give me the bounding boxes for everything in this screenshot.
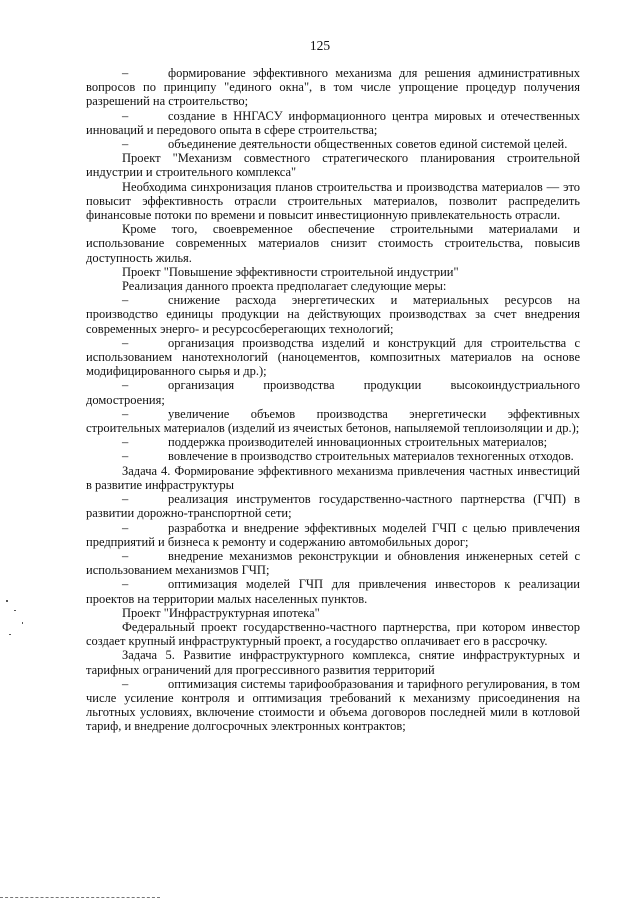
list-item-text: увеличение объемов производства энергетически эффективных строительных материалов (изделий из ячеистых бетонов, напыляемой теплоизоляции и др.); bbox=[86, 406, 580, 436]
dash-bullet: – bbox=[122, 449, 129, 464]
scan-speck bbox=[14, 610, 16, 611]
list-item-text: разработка и внедрение эффективных моделей ГЧП с целью привлечения предприятий и бизнеса к ремонту и содержанию автомобильных дорог; bbox=[86, 520, 580, 549]
paragraph: Проект "Механизм совместного стратегического планирования строительной индустрии и строительного комплекса" bbox=[86, 151, 580, 180]
list-item-text: снижение расхода энергетических и материальных ресурсов на производство единицы продукции на действующих производствах за счет внедрения современных энерго- и ресурсосберегающих технологий; bbox=[86, 293, 580, 336]
scan-speck bbox=[9, 634, 11, 635]
list-item-text: объединение деятельности общественных советов единой системой целей. bbox=[168, 137, 568, 152]
dash-bullet: – bbox=[122, 108, 129, 123]
list-item-text: создание в ННГАСУ информационного центра мировых и отечественных инноваций и передового опыта в сфере строительства; bbox=[86, 108, 580, 137]
paragraph: Федеральный проект государственно-частного партнерства, при котором инвестор создает крупный инфраструктурный проект, а государство оплачивает его в рассрочку. bbox=[86, 619, 580, 649]
list-item bbox=[86, 336, 580, 379]
page-number: 125 bbox=[309, 38, 331, 53]
dash-bullet: – bbox=[122, 520, 129, 535]
paragraph: Необходима синхронизация планов строительства и производства материалов — это повысит эффективность отрасли строительных материалов, позволит распределить финансовые потоки по времени и повысит инвестиционную привлекательность отрасли. bbox=[86, 179, 580, 223]
dash-bullet: – bbox=[122, 66, 129, 80]
paragraph: Задача 4. Формирование эффективного механизма привлечения частных инвестиций в развитие инфраструктуры bbox=[86, 463, 580, 492]
list-item-text: организация производства продукции высокоиндустриального домостроения; bbox=[86, 378, 580, 407]
list-item bbox=[86, 449, 580, 463]
dash-bullet: – bbox=[122, 137, 129, 152]
paragraph: Проект "Повышение эффективности строительной индустрии" bbox=[122, 264, 459, 279]
list-item-text: организация производства изделий и конструкций для строительства с использованием нанотехнологий (наноцементов, композитных материалов на основе модифицированного сырья и др.); bbox=[86, 335, 580, 379]
dash-bullet: – bbox=[122, 548, 129, 563]
dash-bullet: – bbox=[122, 335, 129, 350]
document-body bbox=[86, 66, 580, 734]
list-item-text: поддержка производителей инновационных строительных материалов; bbox=[168, 435, 548, 450]
list-item bbox=[86, 293, 580, 336]
list-item-text: вовлечение в производство строительных материалов техногенных отходов. bbox=[168, 449, 574, 464]
list-item bbox=[86, 492, 580, 520]
paragraph: Задача 5. Развитие инфраструктурного комплекса, снятие инфраструктурных и тарифных ограничений для прогрессивного развития территорий bbox=[86, 648, 580, 677]
list-item bbox=[86, 378, 580, 406]
paragraph: Проект "Инфраструктурная ипотека" bbox=[122, 605, 320, 620]
list-item-text: реализация инструментов государственно-частного партнерства (ГЧП) в развитии дорожно-транспортной сети; bbox=[86, 492, 580, 521]
dash-bullet: – bbox=[122, 378, 129, 393]
list-item bbox=[86, 435, 580, 449]
dash-bullet: – bbox=[122, 676, 129, 691]
list-item-text: оптимизация моделей ГЧП для привлечения инвесторов к реализации проектов на территории малых населенных пунктов. bbox=[86, 577, 580, 606]
scan-speck bbox=[6, 600, 8, 602]
list-item bbox=[86, 137, 580, 151]
list-item bbox=[86, 109, 580, 137]
scan-edge-line bbox=[0, 897, 160, 899]
paragraph: Реализация данного проекта предполагает следующие меры: bbox=[122, 279, 447, 294]
list-item bbox=[86, 521, 580, 549]
list-item-text: внедрение механизмов реконструкции и обновления инженерных сетей с использованием механизмов ГЧП; bbox=[86, 548, 580, 578]
list-item-text: оптимизация системы тарифообразования и тарифного регулирования, в том числе усиление контроля и оптимизация требований к механизму присоединения на льготных условиях, включение стоимости и объема договоров последней мили в котловой тариф, и внедрение долгосрочных электронных контрактов; bbox=[86, 676, 580, 734]
dash-bullet: – bbox=[122, 492, 129, 507]
scan-speck bbox=[22, 622, 23, 624]
list-item bbox=[86, 677, 580, 734]
dash-bullet: – bbox=[122, 293, 129, 308]
dash-bullet: – bbox=[122, 577, 129, 592]
list-item bbox=[86, 577, 580, 605]
dash-bullet: – bbox=[122, 435, 129, 450]
list-item bbox=[86, 66, 580, 109]
list-item bbox=[86, 549, 580, 577]
list-item-text: формирование эффективного механизма для решения административных вопросов по принципу "единого окна", в том числе упрощение процедур получения разрешений на строительство; bbox=[86, 66, 580, 109]
list-item bbox=[86, 407, 580, 435]
paragraph: Кроме того, своевременное обеспечение строительными материалами и использование современных материалов снизит стоимость строительства, повысив доступность жилья. bbox=[86, 222, 580, 265]
dash-bullet: – bbox=[122, 406, 129, 421]
